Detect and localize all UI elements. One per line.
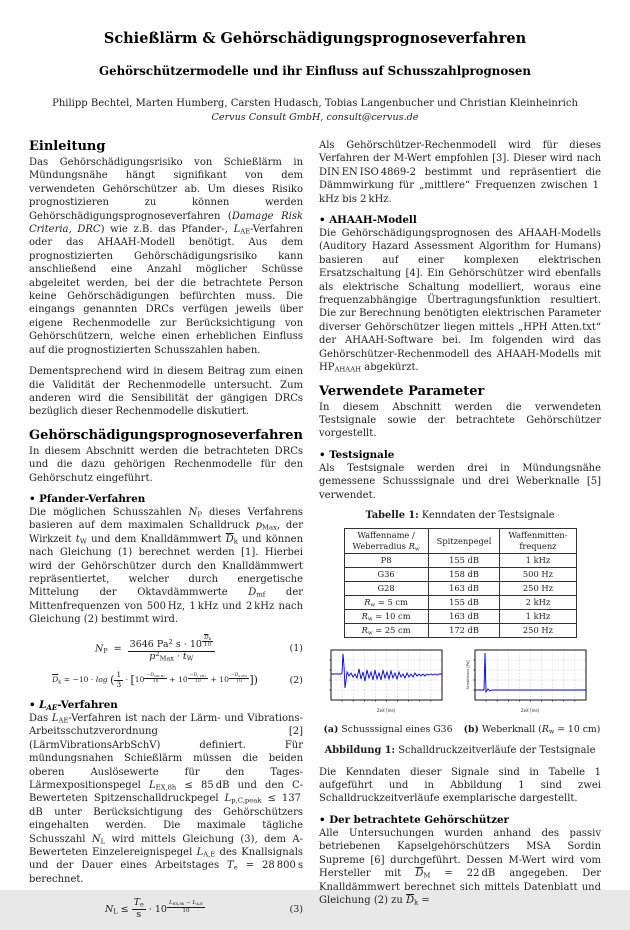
authors-line: Philipp Bechtel, Marten Humberg, Carsten Hudasch, Tobias Langenbucher und Christian Kleinheinrich	[52, 98, 578, 109]
table-cell: 163 dB	[428, 609, 500, 623]
table-cell: G36	[344, 567, 428, 581]
table-header-row	[344, 528, 576, 553]
figure-caption-label: Abbildung 1:	[324, 744, 396, 756]
table-cell: 172 dB	[428, 623, 500, 637]
figure-b-caption	[463, 724, 601, 735]
paragraph-parameter-intro: In diesem Abschnitt werden die verwendeten Testsignale sowie der betrachtete Gehörschützer vorgestellt.	[319, 401, 602, 440]
table-cell: $R_w = 10$ cm	[344, 609, 428, 623]
table-cell: 1 kHz	[500, 609, 576, 623]
plot-b-ticks	[473, 660, 575, 702]
paragraph-verfahren-intro: In diesem Abschnitt werden die betrachteten DRCs und die dazu gehörigen Rechenmodelle für den Gehörschutz eingeführt.	[29, 445, 304, 484]
title-block	[0, 0, 630, 123]
equation-3	[29, 898, 303, 921]
equation-1-number: (1)	[289, 643, 304, 655]
table-body	[344, 553, 576, 637]
table-cell: $R_w = 25$ cm	[344, 623, 428, 637]
table-row	[344, 567, 576, 581]
figure-caption-text: Schalldruckzeitverläufe der Testsignale	[395, 744, 596, 756]
plot-b-ylabel: Schalldruck [Pa]	[466, 660, 471, 690]
table-cell: 250 Hz	[500, 623, 576, 637]
plot-b-signal-line	[475, 653, 586, 692]
equation-3-number: (3)	[289, 904, 304, 916]
figure-row	[319, 648, 601, 735]
table-row	[344, 609, 576, 623]
figure-b-caption-label: (b)	[463, 723, 479, 735]
paragraph-gehoerschuetzer: Alle Untersuchungen wurden anhand des passiv betriebenen Kapselgehörschützers MSA Sordin Supreme [6] durchgeführt. Dessen M-Wert wird vom Hersteller mit $\overline{D}_M = 22$ dB angegeben. Der Knalldämmwert berechnet sich mittels Datenblatt und Gleichung (2) zu $\overline{D}_k$ =	[319, 827, 602, 907]
plot-a-grid	[331, 650, 442, 700]
paragraph-einleitung-2: Dementsprechend wird in diesem Beitrag zum einen die Validität der Rechenmodelle untersucht. Zum anderen wird die Sensibilität der gängigen DRCs bezüglich dieser Rechenmodelle diskutiert.	[29, 366, 304, 418]
figure-caption	[319, 745, 601, 756]
equation-3-body: $N_L$ ≤ $\frac{T_e}{s}$ · 10 $^{\frac{L_{EX,8h} - L_{A,E}}{10}}$	[105, 897, 203, 921]
bullet-heading-ahaah: • AHAAH-Modell	[319, 214, 601, 226]
table-cell: 500 Hz	[500, 567, 576, 581]
table-cell: 1 kHz	[500, 553, 576, 567]
table-row	[344, 595, 576, 609]
equation-1-body: $N_P$ = 3646 Pa$^2$ s · 10 $^{\frac{\overline{D}_k}{10}}$ $p^2_{Max} \cdot t_W$	[29, 635, 281, 663]
paragraph-lae: Das $L_{AE}$-Verfahren ist nach der Lärm- und Vibrations-Arbeitsschutzverordnung [2] (LärmVibrationsArbSchV) definiert. Für mündungsnahen Schießlärm müssen die beiden oberen Auslösewerte für den Tages-Lärmexpositionspegel $L_{EX,8h} \le 85$ dB und den C-Bewerteten Spitzenschalldruckpegel $L_{p,C,peak} \le 137$ dB unter Berücksichtigung des Gehörschützers eingehalten werden. Die maximale tägliche Schusszahl $N_L$ wird mittels Gleichung (3), dem A-Bewerteten Einzelereignispegel $L_{A,E}$ des Knallsignals und der Dauer eines Arbeitstages $T_e = 28$ 800 s berechnet.	[29, 712, 304, 885]
plot-weberknall	[463, 648, 601, 722]
table-caption-label: Tabelle 1:	[365, 509, 419, 521]
equation-2	[29, 671, 303, 689]
table-cell: 158 dB	[428, 567, 500, 581]
table-cell: 155 dB	[428, 553, 500, 567]
equation-2-body: $\overline{D}_k = -10 \cdot \log$ ( $\frac{1}{3}$ · [10 $^{\frac{-D_{500 Hz}}{10}}$ + 10 $^{\frac{-D_{1 kHz}}{10}}$ + 10 $^{\frac{-D_{2 kHz}}{10}}$ ])	[52, 670, 258, 690]
affiliation-line: Cervus Consult GmbH, consult@cervus.de	[211, 112, 419, 123]
paragraph-einleitung-1: Das Gehörschädigungsrisiko von Schießlärm in Mündungsnähe hängt signifikant von dem verwendeten Gehörschützer ab. Um dieses Risiko prognostizieren zu können werden Gehörschädigungsprognoseverfahren (Damage Risk Criteria, DRC) wie z.B. das Pfander-, $L_{AE}$-Verfahren oder das AHAAH-Modell benötigt. Aus dem prognostizierten Gehörschädigungsrisiko kann anschließend eine Anzahl möglicher Schüsse abgeleitet werden, bei der die betrachtete Person keine Gehörschädigungen befürchten muss. Die eingangs genannten DRCs verfügen jeweils über eigene Rechenmodelle zur Berücksichtigung von Gehörschützern, welche einen erheblichen Einfluss auf die prognostizierten Schusszahlen haben.	[29, 157, 304, 356]
paragraph-ahaah: Die Gehörschädigungsprognosen des AHAAH-Modells (Auditory Hazard Assessment Algorithm for Humans) basieren auf einer komplexen elektrischen Ersatzschaltung [4]. Ein Gehörschützer wird ebenfalls als elektrische Schaltung modelliert, woraus eine frequenzabhängige Übertragungsfunktion resultiert. Die zur Berechnung benötigten elektrischen Parameter diverser Gehörschützer liegen mittels „HPH Atten.txt“ der AHAAH-Software bei. Im folgenden wird das Gehörschützer-Rechenmodell des AHAAH-Modells mit $HP_{AHAAH}$ abgekürzt.	[319, 228, 602, 374]
paragraph-mwert: Als Gehörschützer-Rechenmodell wird für dieses Verfahren der M-Wert empfohlen [3]. Dieser wird nach DIN EN ISO 4869-2 bestimmt und repräsentiert die Dämmwirkung für „mittlere“ Frequenzen zwischen 1 kHz bis 2 kHz.	[319, 140, 602, 205]
paper-subtitle: Gehörschützermodelle und ihr Einfluss auf Schusszahlprognosen	[99, 64, 531, 78]
testsignale-table	[344, 528, 577, 638]
table-cell: 155 dB	[428, 595, 500, 609]
section-heading-einleitung: Einleitung	[29, 139, 106, 154]
table-cell: 2 kHz	[500, 595, 576, 609]
table-row	[344, 623, 576, 637]
figure-a-caption-text: Schusssignal eines G36	[338, 723, 453, 735]
bullet-heading-testsignale: • Testsignale	[319, 449, 601, 461]
table-head	[344, 528, 576, 553]
plot-a-xlabel: Zeit [ms]	[376, 707, 396, 713]
table-caption-text: Kenndaten der Testsignale	[418, 509, 555, 521]
table-row	[344, 581, 576, 595]
right-column	[319, 139, 601, 930]
figure-a	[319, 648, 457, 735]
figure-b	[463, 648, 601, 735]
table-cell: 163 dB	[428, 581, 500, 595]
table-header-cell: Spitzenpegel	[428, 528, 500, 553]
paragraph-testsignale: Als Testsignale werden drei in Mündungsnähe gemessene Schusssignale und drei Weberknalle [5] verwendet.	[319, 462, 602, 501]
table-cell: 250 Hz	[500, 581, 576, 595]
figure-b-caption-text: Weberknall ($R_w = 10$ cm)	[478, 723, 601, 736]
figure-a-caption-label: (a)	[323, 723, 339, 735]
table-header-cell: Waffenmitten- frequenz	[500, 528, 576, 553]
bullet-heading-gehoerschuetzer: • Der betrachtete Gehörschützer	[319, 814, 601, 826]
table-row	[344, 553, 576, 567]
table-header-cell: Waffenname / Weberradius $R_w$	[344, 528, 428, 553]
paragraph-pfander: Die möglichen Schusszahlen $N_P$ dieses Verfahrens basieren auf dem maximalen Schalldruck $p_{Max}$, der Wirkzeit $t_W$ und dem Knalldämmwert $\overline{D}_k$ und können nach Gleichung (1) berechnet werden [1]. Hierbei wird der Gehörschützer durch den Knalldämmwert repräsentiertet, welcher durch energetische Mittelung der Oktavdämmwerte $D_{mf}$ der Mittenfrequenzen von 500 Hz, 1 kHz und 2 kHz nach Gleichung (2) bestimmt wird.	[29, 506, 304, 626]
equation-2-number: (2)	[289, 675, 304, 687]
left-column	[29, 139, 303, 930]
plot-b-xlabel: Zeit [ms]	[520, 707, 540, 713]
paper-title: Schießlärm & Gehörschädigungsprognoseverfahren	[103, 30, 527, 47]
table-caption	[319, 510, 601, 521]
section-heading-parameter: Verwendete Parameter	[319, 383, 485, 399]
table-cell: G28	[344, 581, 428, 595]
bullet-heading-pfander: • Pfander-Verfahren	[29, 493, 303, 505]
figure-a-caption	[319, 724, 457, 735]
section-heading-verfahren: Gehörschädigungsprognoseverfahren	[29, 427, 304, 443]
bullet-heading-lae: • $L_{AE}$-Verfahren	[29, 699, 303, 711]
table-cell: $R_w = 5$ cm	[344, 595, 428, 609]
plot-schusssignal-g36	[319, 648, 457, 722]
paragraph-kenndaten: Die Kenndaten dieser Signale sind in Tabelle 1 aufgeführt und in Abbildung 1 sind zwei Schalldruckzeitverläufe exemplarische dargestellt.	[319, 766, 602, 805]
equation-1	[29, 635, 303, 663]
plot-b-grid	[475, 650, 586, 700]
two-column-body	[0, 139, 630, 930]
table-cell: P8	[344, 553, 428, 567]
